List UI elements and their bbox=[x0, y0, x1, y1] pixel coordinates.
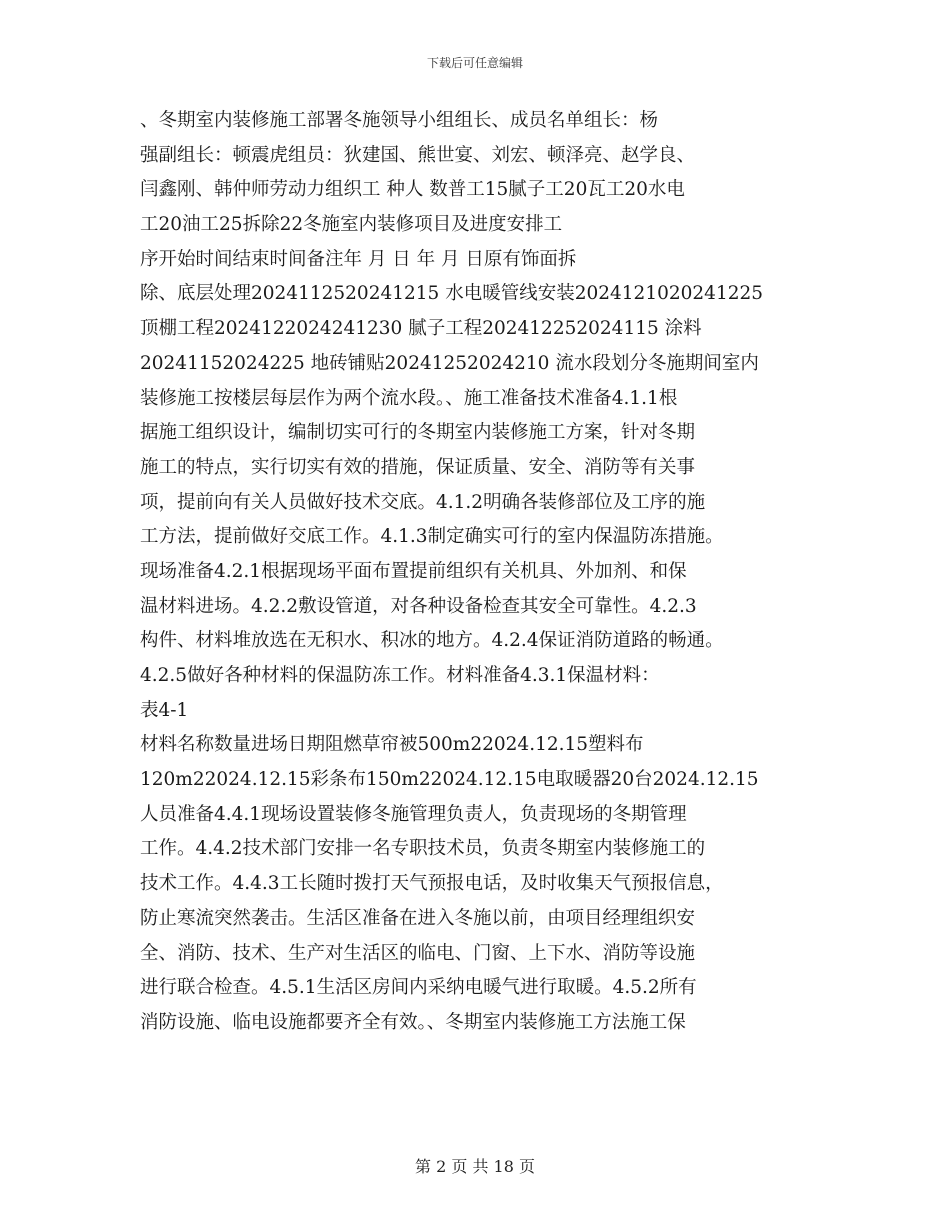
text-line: 4.2.5做好各种材料的保温防冻工作。材料准备4.3.1保温材料： bbox=[140, 665, 660, 686]
text-line: 、冬期室内装修施工部署冬施领导小组组长、成员名单组长：杨 bbox=[140, 110, 659, 131]
text-line: 消防设施、临电设施都要齐全有效。、冬期室内装修施工方法施工保 bbox=[140, 1011, 686, 1033]
text-line: 据施工组织设计，编制切实可行的冬期室内装修施工方案，针对冬期 bbox=[140, 422, 696, 444]
text-line: 材料名称数量进场日期阻燃草帘被500m22024.12.15塑料布 bbox=[140, 734, 644, 756]
text-line: 强副组长：顿震虎组员：狄建国、熊世宴、刘宏、顿泽亮、赵学良、 bbox=[140, 144, 696, 166]
page-header: 下载后可任意编辑 bbox=[426, 56, 523, 70]
text-line: 人员准备4.4.1现场设置装修冬施管理负责人，负责现场的冬期管理 bbox=[140, 803, 687, 825]
text-line: 工作。4.4.2技术部门安排一名专职技术员，负责冬期室内装修施工的 bbox=[140, 838, 706, 860]
text-line: 顶棚工程2024122024241230 腻子工程202412252024115 涂料 bbox=[140, 318, 702, 340]
text-line: 现场准备4.2.1根据现场平面布置提前组织有关机具、外加剂、和保 bbox=[140, 560, 687, 582]
text-line: 构件、材料堆放选在无积水、积冰的地方。4.2.4保证消防道路的畅通。 bbox=[140, 630, 724, 652]
text-line: 闫鑫刚、韩仲师劳动力组织工 种人 数普工15腻子工20瓦工20水电 bbox=[140, 179, 685, 201]
text-line: 施工的特点，实行切实有效的措施，保证质量、安全、消防等有关事 bbox=[140, 456, 696, 478]
text-line: 120m22024.12.15彩条布150m22024.12.15电取暖器20台2024.12.15 bbox=[140, 769, 759, 791]
text-line: 温材料进场。4.2.2敷设管道，对各种设备检查其安全可靠性。4.2.3 bbox=[140, 595, 697, 617]
text-line: 工20油工25拆除22冬施室内装修项目及进度安排工 bbox=[140, 214, 563, 236]
text-line: 防止寒流突然袭击。生活区准备在进入冬施以前，由项目经理组织安 bbox=[140, 907, 696, 929]
document-body bbox=[140, 106, 820, 1043]
text-line: 除、底层处理2024112520241215 水电暖管线安装2024121020241225 bbox=[140, 283, 764, 305]
text-line: 装修施工按楼层每层作为两个流水段。、施工准备技术准备4.1.1根 bbox=[140, 387, 678, 409]
text-line: 20241152024225 地砖铺贴20241252024210 流水段划分冬施期间室内 bbox=[140, 352, 759, 374]
text-line: 进行联合检查。4.5.1生活区房间内采纳电暖气进行取暖。4.5.2所有 bbox=[140, 977, 697, 999]
page-footer: 第 2 页 共 18 页 bbox=[415, 1157, 535, 1176]
text-line: 序开始时间结束时间备注年 月 日 年 月 日原有饰面拆 bbox=[140, 248, 577, 270]
text-line: 技术工作。4.4.3工长随时拨打天气预报电话，及时收集天气预报信息， bbox=[140, 873, 724, 895]
table-caption: 表4-1 bbox=[140, 699, 189, 721]
text-line: 项，提前向有关人员做好技术交底。4.1.2明确各装修部位及工序的施 bbox=[140, 491, 706, 513]
text-line: 工方法，提前做好交底工作。4.1.3制定确实可行的室内保温防冻措施。 bbox=[140, 526, 724, 548]
text-line: 全、消防、技术、生产对生活区的临电、门窗、上下水、消防等设施 bbox=[140, 942, 696, 964]
